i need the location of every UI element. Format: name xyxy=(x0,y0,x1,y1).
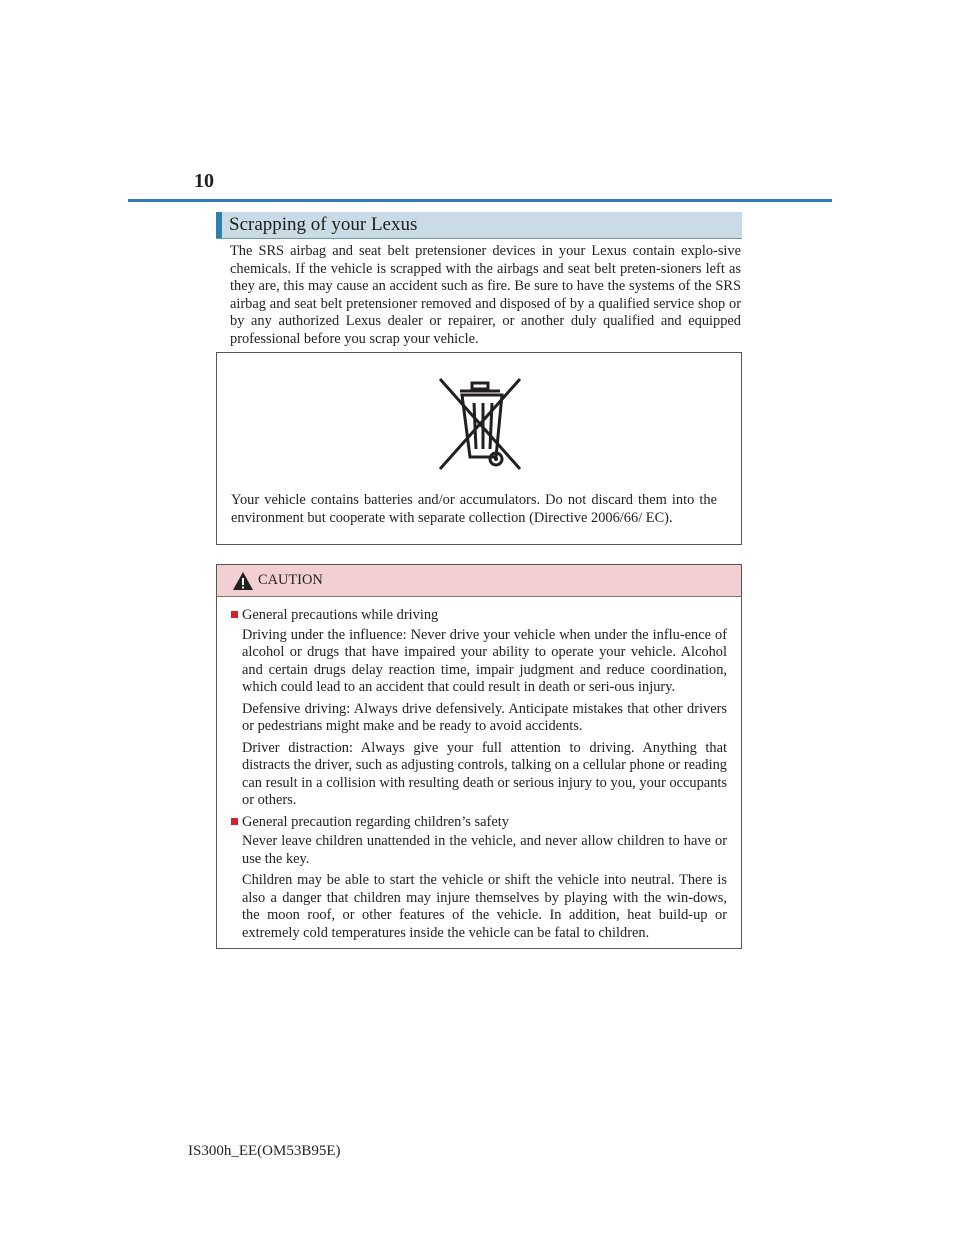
page-number: 10 xyxy=(194,170,214,192)
caution-paragraph: Children may be able to start the vehicle or shift the vehicle into neutral. There is also a danger that children may injure themselves by playing with the win-dows, the moon roof, or other features of the vehicle. In addition, heat build-up or extremely cold temperatures inside the vehicle can be fatal to children. xyxy=(242,872,727,941)
caution-paragraph: Defensive driving: Always drive defensively. Anticipate mistakes that other drivers or pedestrians might make and be ready to avoid accidents. xyxy=(242,700,727,734)
caution-section-heading xyxy=(231,814,741,832)
section-title: Scrapping of your Lexus xyxy=(229,214,418,235)
square-bullet-icon xyxy=(231,611,238,618)
crossed-out-wheelie-bin-icon xyxy=(420,365,540,485)
recycle-notice-box xyxy=(216,352,742,545)
section-body: The SRS airbag and seat belt pretensioner devices in your Lexus contain explo-sive chemicals. If the vehicle is scrapped with the airbags and seat belt preten-sioners left as they are, this may cause an accident such as fire. Be sure to have the systems of the SRS airbag and seat belt pretensioner removed and disposed of by a qualified service shop or by any authorized Lexus dealer or repairer, or another duly qualified and equipped professional before you scrap your vehicle. xyxy=(230,243,741,347)
page-footer: IS300h_EE(OM53B95E) xyxy=(188,1143,341,1159)
warning-triangle-icon xyxy=(232,571,254,591)
caution-label: CAUTION xyxy=(258,572,323,588)
caution-section-heading-text: General precaution regarding children’s safety xyxy=(242,813,509,830)
square-bullet-icon xyxy=(231,818,238,825)
section-heading-bar xyxy=(216,212,222,238)
caution-section-heading-text: General precautions while driving xyxy=(242,607,439,623)
section-heading xyxy=(216,212,742,239)
caution-paragraph: Driving under the influence: Never drive your vehicle when under the influ-ence of alcohol or drugs that have impaired your ability to operate your vehicle. Alcohol and certain drugs delay reaction time, impair judgment and reduce coordination, which could lead to an accident that could result in death or seri-ous injury. xyxy=(242,626,727,695)
header-rule xyxy=(128,199,832,202)
caution-box xyxy=(216,564,742,949)
caution-header xyxy=(217,565,741,597)
caution-paragraph: Never leave children unattended in the vehicle, and never allow children to have or use the key. xyxy=(242,833,727,867)
caution-paragraph: Driver distraction: Always give your full attention to driving. Anything that distracts the driver, such as adjusting controls, talking on a cellular phone or reading can result in a collision with resulting death or serious injury to you, your occupants or others. xyxy=(242,739,727,808)
recycle-notice-text: Your vehicle contains batteries and/or accumulators. Do not discard them into the environment but cooperate with separate collection (Directive 2006/66/ EC). xyxy=(231,492,717,526)
caution-content xyxy=(217,607,741,946)
caution-section-heading xyxy=(231,607,741,625)
